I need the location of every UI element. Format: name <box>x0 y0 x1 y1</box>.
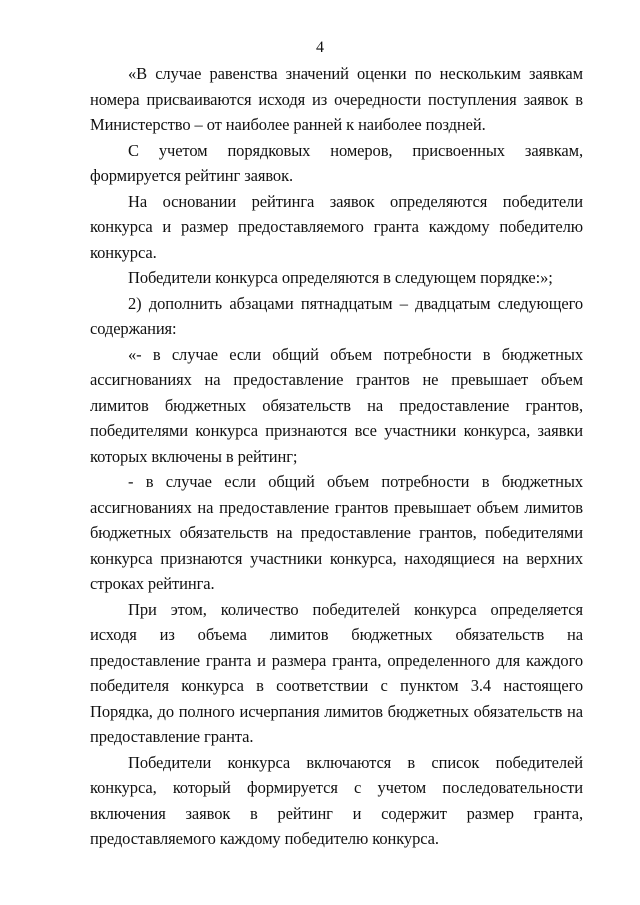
paragraph-case-not-exceeding: «- в случае если общий объем потребности в бюджетных ассигнованиях на предоставление грантов не превышает объем лимитов бюджетных обязательств на предоставление грантов, победителями конкурса признаются все участники конкурса, заявки которых включены в рейтинг; <box>90 344 583 466</box>
paragraph-winners-basis: На основании рейтинга заявок определяются победители конкурса и размер предоставляемого гранта каждому победителю конкурса. <box>90 191 583 262</box>
paragraph-case-exceeding: - в случае если общий объем потребности в бюджетных ассигнованиях на предоставление грантов превышает объем лимитов бюджетных обязательств на предоставление грантов, победителями конкурса признаются участники конкурса, находящиеся на верхних строках рейтинга. <box>90 472 583 593</box>
paragraph-amendment-2: 2) дополнить абзацами пятнадцатым – двадцатым следующего содержания: <box>90 293 583 338</box>
paragraph-winners-count: При этом, количество победителей конкурса определяется исходя из объема лимитов бюджетных обязательств на предоставление гранта и размера гранта, определенного для каждого победителя конкурса в соответствии с пунктом 3.4 настоящего Порядка, до полного исчерпания лимитов бюджетных обязательств на предоставление гранта. <box>90 599 583 746</box>
paragraph-winners-list: Победители конкурса включаются в список победителей конкурса, который формируется с учетом последовательности включения заявок в рейтинг и содержит размер гранта, предоставляемого каждому победителю конкурса. <box>90 752 583 848</box>
document-body <box>90 61 583 852</box>
paragraph-rating-formation: С учетом порядковых номеров, присвоенных заявкам, формируется рейтинг заявок. <box>90 140 583 185</box>
paragraph-tie-break-rule: «В случае равенства значений оценки по нескольким заявкам номера присваиваются исходя из очередности поступления заявок в Министерство – от наиболее ранней к наиболее поздней. <box>90 64 583 134</box>
page-number: 4 <box>316 39 324 56</box>
paragraph-winners-order: Победители конкурса определяются в следующем порядке:»; <box>128 268 553 287</box>
